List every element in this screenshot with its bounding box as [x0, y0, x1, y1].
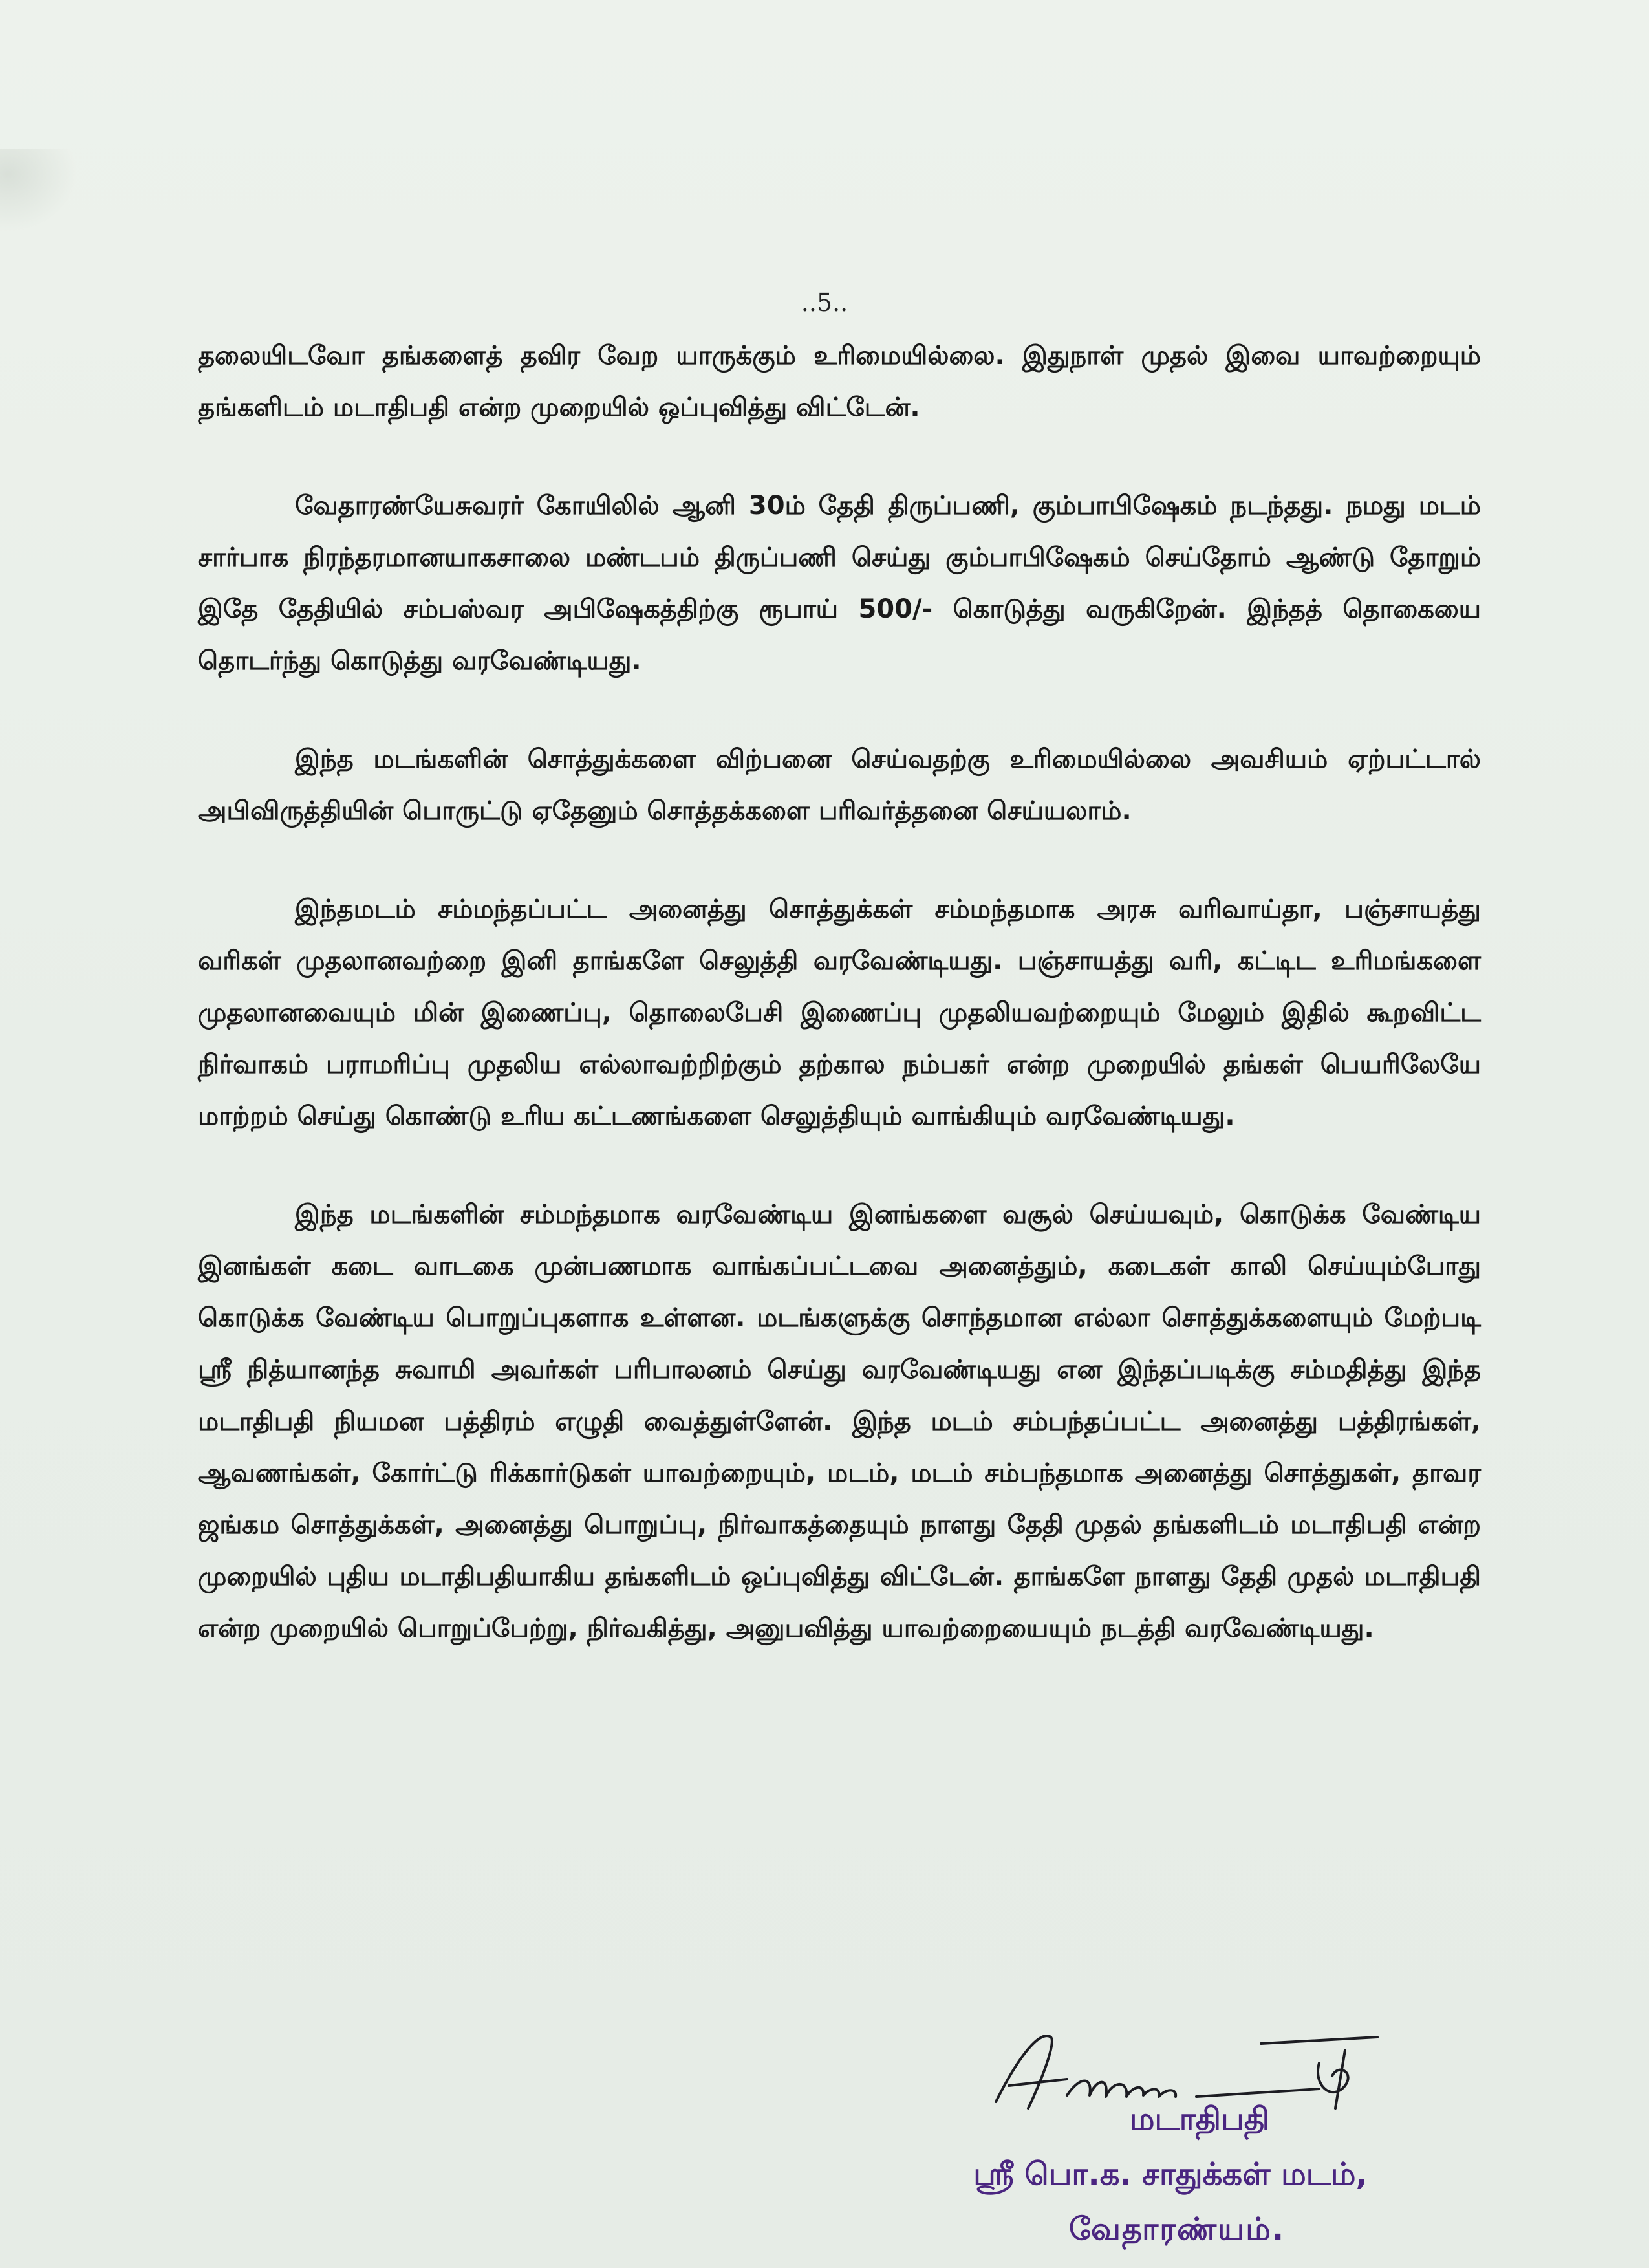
paper-crease — [0, 149, 78, 233]
signatory-title: மடாதிபதி — [1129, 2101, 1270, 2137]
paragraph-2: வேதாரண்யேசுவரர் கோயிலில் ஆனி 30ம் தேதி திருப்பணி, கும்பாபிஷேகம் நடந்தது. நமது மடம் சார்பாக நிரந்தரமானயாகசாலை மண்டபம் திருப்பணி செய்து கும்பாபிஷேகம் செய்தோம் ஆண்டு தோறும் இதே தேதியில் சம்பஸ்வர அபிஷேகத்திற்கு ரூபாய் 500/- கொடுத்து வருகிறேன். இந்தத் தொகையை தொடர்ந்து கொடுத்து வரவேண்டியது. — [198, 491, 1481, 676]
place-name: வேதாரண்யம். — [1068, 2211, 1286, 2247]
document-body — [198, 330, 1481, 1701]
paragraph-1: தலையிடவோ தங்களைத் தவிர வேற யாருக்கும் உரிமையில்லை. இதுநாள் முதல் இவை யாவற்றையும் தங்களிடம் மடாதிபதி என்ற முறையில் ஒப்புவித்து விட்டேன். — [198, 341, 1481, 422]
paragraph-3: இந்த மடங்களின் சொத்துக்களை விற்பனை செய்வதற்கு உரிமையில்லை அவசியம் ஏற்பட்டால் அபிவிருத்தியின் பொருட்டு ஏதேனும் சொத்தக்களை பரிவர்த்தனை செய்யலாம். — [198, 744, 1481, 826]
paragraph-5: இந்த மடங்களின் சம்மந்தமாக வரவேண்டிய இனங்களை வசூல் செய்யவும், கொடுக்க வேண்டிய இனங்கள் கடை வாடகை முன்பணமாக வாங்கப்பட்டவை அனைத்தும், கடைகள் காலி செய்யும்போது கொடுக்க வேண்டிய பொறுப்புகளாக உள்ளன. மடங்களுக்கு சொந்தமான எல்லா சொத்துக்களையும் மேற்படி ஸ்ரீ நித்யானந்த சுவாமி அவர்கள் பரிபாலனம் செய்து வரவேண்டியது என இந்தப்படிக்கு சம்மதித்து இந்த மடாதிபதி நியமன பத்திரம் எழுதி வைத்துள்ளேன். இந்த மடம் சம்பந்தப்பட்ட அனைத்து பத்திரங்கள், ஆவணங்கள், கோர்ட்டு ரிக்கார்டுகள் யாவற்றையும், மடம், மடம் சம்பந்தமாக அனைத்து சொத்துகள், தாவர ஜங்கம சொத்துக்கள், அனைத்து பொறுப்பு, நிர்வாகத்தையும் நாளது தேதி முதல் தங்களிடம் மடாதிபதி என்ற முறையில் புதிய மடாதிபதியாகிய தங்களிடம் ஒப்புவித்து விட்டேன். தாங்களே நாளது தேதி முதல் மடாதிபதி என்ற முறையில் பொறுப்பேற்று, நிர்வகித்து, அனுபவித்து யாவற்றையையும் நடத்தி வரவேண்டியது. — [198, 1200, 1482, 1643]
institution-name: ஸ்ரீ பொ.க. சாதுக்கள் மடம், — [973, 2156, 1368, 2192]
page-number: ..5.. — [801, 288, 848, 317]
paragraph-4: இந்தமடம் சம்மந்தப்பட்ட அனைத்து சொத்துக்கள் சம்மந்தமாக அரசு வரிவாய்தா, பஞ்சாயத்து வரிகள் முதலானவற்றை இனி தாங்களே செலுத்தி வரவேண்டியது. பஞ்சாயத்து வரி, கட்டிட உரிமங்களை முதலானவையும் மின் இணைப்பு, தொலைபேசி இணைப்பு முதலியவற்றையும் மேலும் இதில் கூறவிட்ட நிர்வாகம் பராமரிப்பு முதலிய எல்லாவற்றிற்கும் தற்கால நம்பகர் என்ற முறையில் தங்கள் பெயரிலேயே மாற்றம் செய்து கொண்டு உரிய கட்டணங்களை செலுத்தியும் வாங்கியும் வரவேண்டியது. — [198, 894, 1481, 1131]
signature-block — [918, 2092, 1423, 2257]
